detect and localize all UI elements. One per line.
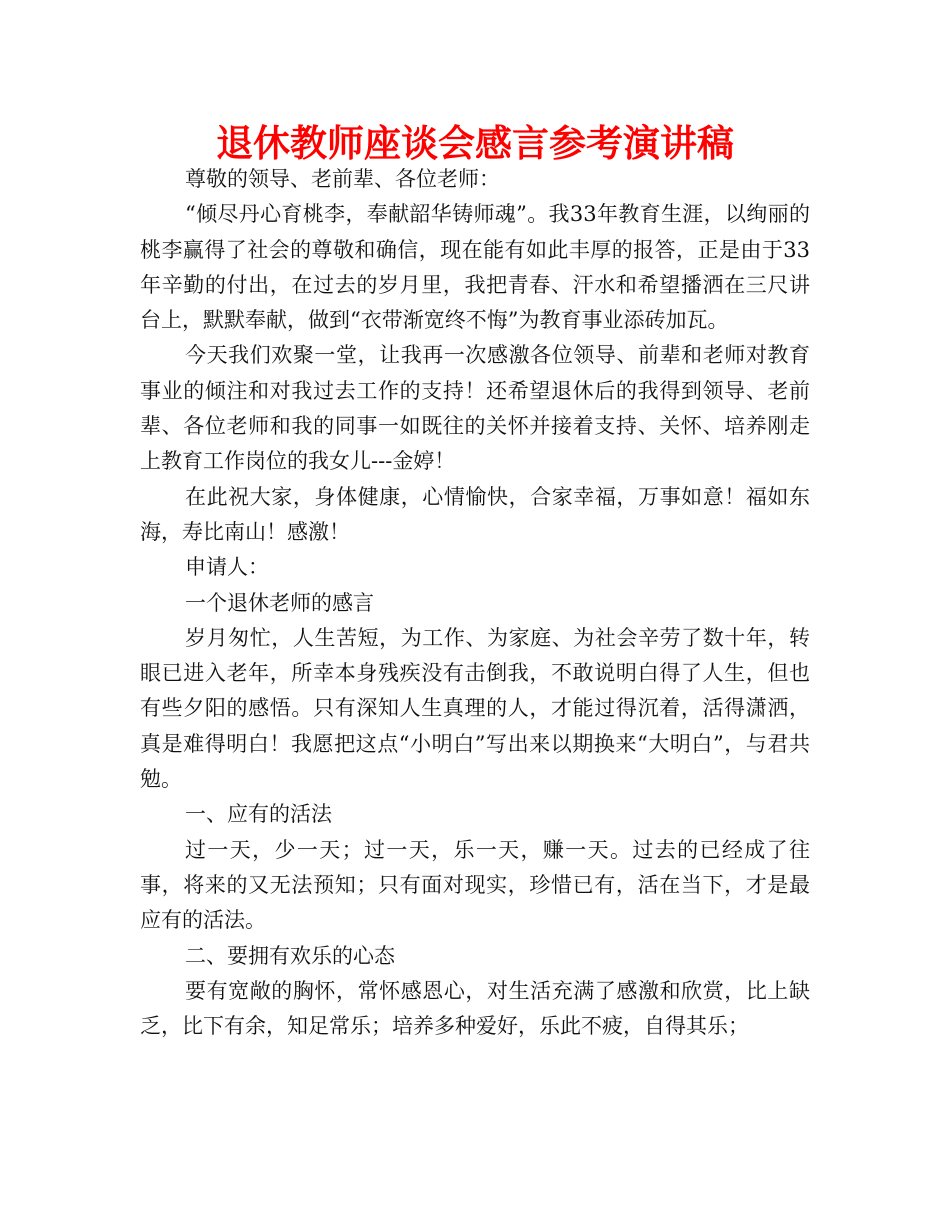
section-heading-way-of-living: 一、应有的活法 — [185, 802, 332, 827]
paragraph-way-of-living: 过一天，少一天；过一天，乐一天，赚一天。过去的已经成了往事，将来的又无法预知；只有面对现实，珍惜已有，活在当下，才是最应有的活法。 — [140, 837, 810, 933]
document-body — [140, 162, 810, 1044]
paragraph-salutation: 尊敬的领导、老前辈、各位老师： — [185, 167, 500, 191]
paragraph-thanks: 今天我们欢聚一堂，让我再一次感激各位领导、前辈和老师对教育事业的倾注和对我过去工作的支持！还希望退休后的我得到领导、老前辈、各位老师和我的同事一如既往的关怀并接着支持、关怀、培养刚走上教育工作岗位的我女儿---金婷！ — [140, 343, 810, 474]
paragraph-applicant: 申请人： — [185, 555, 269, 580]
section-heading-happy-mindset: 二、要拥有欢乐的心态 — [185, 943, 395, 968]
section-heading-reflections: 一个退休老师的感言 — [185, 590, 374, 615]
paragraph-happy-mindset: 要有宽敞的胸怀，常怀感恩心，对生活充满了感激和欣赏，比上缺乏，比下有余，知足常乐；培养多种爱好，乐此不疲，自得其乐； — [140, 978, 810, 1039]
paragraph-years: 岁月匆忙，人生苦短，为工作、为家庭、为社会辛劳了数十年，转眼已进入老年，所幸本身残疾没有击倒我，不敢说明白得了人生，但也有些夕阳的感悟。只有深知人生真理的人，才能过得沉着，活得潇洒，真是难得明白！我愿把这点“小明白”写出来以期换来“大明白”，与君共勉。 — [140, 625, 810, 792]
paragraph-career: “倾尽丹心育桃李，奉献韶华铸师魂”。我33年教育生涯，以绚丽的桃李赢得了社会的尊敬和确信，现在能有如此丰厚的报答，正是由于33年辛勤的付出，在过去的岁月里，我把青春、汗水和希望播洒在三尺讲台上，默默奉献，做到“衣带渐宽终不悔”为教育事业添砖加瓦。 — [140, 202, 810, 333]
paragraph-wishes: 在此祝大家，身体健康，心情愉快，合家幸福，万事如意！福如东海，寿比南山！感激！ — [140, 484, 810, 544]
document-title: 退休教师座谈会感言参考演讲稿 — [216, 122, 734, 165]
